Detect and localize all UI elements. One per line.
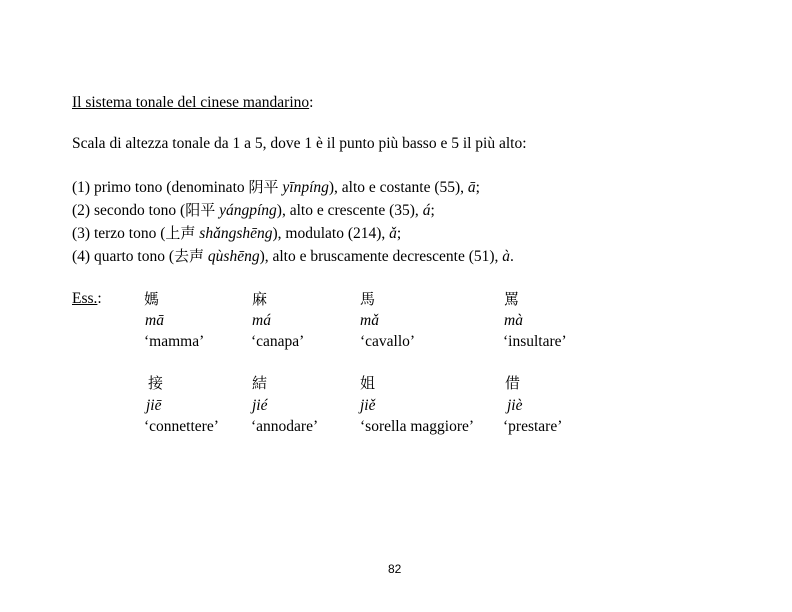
example-pinyin: mā xyxy=(145,312,164,329)
tone-1-pre: (1) primo tono (denominato xyxy=(72,179,249,196)
example-hanzi: 罵 xyxy=(504,290,520,308)
tone-1-pinyin: yīnpíng xyxy=(278,179,329,196)
examples-label-text: Ess. xyxy=(72,290,98,307)
example-gloss: ‘connettere’ xyxy=(144,418,219,435)
tone-line-4 xyxy=(72,247,514,266)
example-gloss: ‘annodare’ xyxy=(251,418,319,435)
tone-line-3 xyxy=(72,224,401,243)
tone-2-pre: (2) secondo tono ( xyxy=(72,202,186,219)
scale-description: Scala di altezza tonale da 1 a 5, dove 1 è il punto più basso e 5 il più alto: xyxy=(72,135,527,152)
title-colon: : xyxy=(309,94,314,111)
tone-4-mark: à xyxy=(502,248,511,265)
tone-3-pinyin: shǎngshēng xyxy=(195,225,273,242)
title-text: Il sistema tonale del cinese mandarino xyxy=(72,94,310,111)
tone-line-1 xyxy=(72,178,480,197)
page-title xyxy=(72,94,313,112)
tone-line-2 xyxy=(72,201,435,220)
tone-1-hanzi: 阴平 xyxy=(248,178,279,196)
tone-4-hanzi: 去声 xyxy=(174,247,205,265)
examples-label xyxy=(72,290,102,308)
example-hanzi: 馬 xyxy=(360,290,376,308)
example-gloss: ‘mamma’ xyxy=(144,333,205,350)
example-pinyin: mà xyxy=(504,312,523,329)
example-hanzi: 麻 xyxy=(252,290,268,308)
page-number: 82 xyxy=(388,562,402,576)
tone-4-pre: (4) quarto tono ( xyxy=(72,248,175,265)
tone-3-post: ), modulato (214), xyxy=(272,225,390,242)
tone-2-mark: á xyxy=(422,202,431,219)
example-pinyin: má xyxy=(252,312,271,329)
example-pinyin: jiè xyxy=(507,397,523,414)
tone-1-post: ), alto e costante (55), xyxy=(328,179,468,196)
example-hanzi: 姐 xyxy=(360,374,376,392)
tone-1-mark: ā xyxy=(467,179,476,196)
example-pinyin: jié xyxy=(252,397,268,414)
tone-3-pre: (3) terzo tono ( xyxy=(72,225,166,242)
examples-label-colon: : xyxy=(97,290,102,307)
example-pinyin: jiē xyxy=(146,397,162,414)
tone-2-end: ; xyxy=(430,202,435,219)
example-gloss: ‘insultare’ xyxy=(503,333,567,350)
tone-3-end: ; xyxy=(396,225,402,242)
tone-2-hanzi: 阳平 xyxy=(185,201,216,219)
tone-2-pinyin: yángpíng xyxy=(215,202,277,219)
example-pinyin: jiě xyxy=(360,397,376,414)
tone-4-post: ), alto e bruscamente decrescente (51), xyxy=(259,248,503,265)
example-hanzi: 借 xyxy=(505,374,521,392)
tone-4-pinyin: qùshēng xyxy=(204,248,260,265)
tone-4-end: . xyxy=(510,248,514,265)
tone-1-end: ; xyxy=(475,179,480,196)
tone-3-mark: ǎ xyxy=(389,225,397,242)
example-hanzi: 結 xyxy=(252,374,268,392)
example-pinyin: mǎ xyxy=(360,312,379,329)
tone-3-hanzi: 上声 xyxy=(165,224,196,242)
example-hanzi: 媽 xyxy=(144,290,160,308)
example-gloss: ‘cavallo’ xyxy=(360,333,416,350)
tone-2-post: ), alto e crescente (35), xyxy=(276,202,423,219)
example-gloss: ‘sorella maggiore’ xyxy=(360,418,475,435)
example-hanzi: 接 xyxy=(148,374,164,392)
example-gloss: ‘prestare’ xyxy=(503,418,563,435)
example-gloss: ‘canapa’ xyxy=(251,333,305,350)
